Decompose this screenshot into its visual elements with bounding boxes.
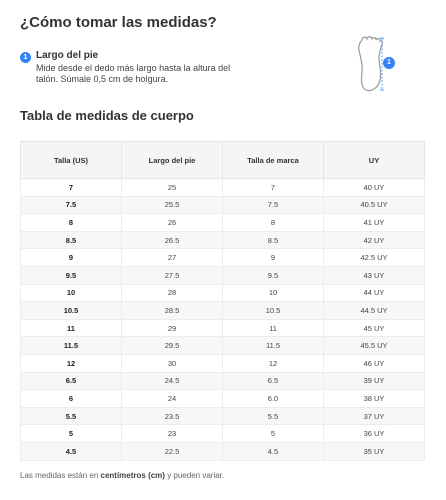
table-cell: 36 UY xyxy=(324,425,425,443)
table-cell: 40 UY xyxy=(324,179,425,197)
table-cell: 23 xyxy=(122,425,223,443)
table-cell: 42 UY xyxy=(324,231,425,249)
footnote-text-after: y pueden variar. xyxy=(164,471,225,480)
table-row xyxy=(21,266,425,284)
size-us-cell: 8.5 xyxy=(21,231,122,249)
size-us-cell: 12 xyxy=(21,354,122,372)
table-cell: 40.5 UY xyxy=(324,196,425,214)
foot-outline-icon xyxy=(348,34,404,94)
table-cell: 26.5 xyxy=(122,231,223,249)
table-cell: 29.5 xyxy=(122,337,223,355)
table-row xyxy=(21,372,425,390)
table-row xyxy=(21,284,425,302)
table-cell: 6.0 xyxy=(223,390,324,408)
table-cell: 39 UY xyxy=(324,372,425,390)
size-us-cell: 6 xyxy=(21,390,122,408)
page-title: ¿Cómo tomar las medidas? xyxy=(20,14,217,31)
table-cell: 22.5 xyxy=(122,442,223,460)
table-cell: 5 xyxy=(223,425,324,443)
table-cell: 24 xyxy=(122,390,223,408)
table-cell: 41 UY xyxy=(324,214,425,232)
table-row xyxy=(21,302,425,320)
table-cell: 43 UY xyxy=(324,266,425,284)
footnote-units: centímetros (cm) xyxy=(100,471,165,480)
illustration-step-badge: 1 xyxy=(383,57,395,69)
table-cell: 9 xyxy=(223,249,324,267)
table-row xyxy=(21,425,425,443)
size-table-title: Tabla de medidas de cuerpo xyxy=(20,108,194,123)
table-cell: 35 UY xyxy=(324,442,425,460)
footnote-text-before: Las medidas están en xyxy=(20,471,101,480)
table-cell: 45.5 UY xyxy=(324,337,425,355)
table-cell: 38 UY xyxy=(324,390,425,408)
size-table xyxy=(20,141,425,461)
table-row xyxy=(21,407,425,425)
size-us-cell: 6.5 xyxy=(21,372,122,390)
table-row xyxy=(21,354,425,372)
size-us-cell: 9.5 xyxy=(21,266,122,284)
table-cell: 37 UY xyxy=(324,407,425,425)
table-cell: 7.5 xyxy=(223,196,324,214)
table-body xyxy=(21,179,425,461)
footnote xyxy=(20,471,224,480)
table-row xyxy=(21,214,425,232)
table-cell: 29 xyxy=(122,319,223,337)
table-row xyxy=(21,337,425,355)
size-us-cell: 8 xyxy=(21,214,122,232)
table-row xyxy=(21,231,425,249)
table-row xyxy=(21,196,425,214)
table-cell: 28.5 xyxy=(122,302,223,320)
table-cell: 30 xyxy=(122,354,223,372)
size-us-cell: 10 xyxy=(21,284,122,302)
size-us-cell: 9 xyxy=(21,249,122,267)
table-cell: 11.5 xyxy=(223,337,324,355)
step-number-badge: 1 xyxy=(20,52,31,63)
column-header: UY xyxy=(324,142,425,179)
table-cell: 11 xyxy=(223,319,324,337)
table-cell: 23.5 xyxy=(122,407,223,425)
table-cell: 6.5 xyxy=(223,372,324,390)
table-row xyxy=(21,442,425,460)
table-cell: 10.5 xyxy=(223,302,324,320)
table-cell: 25 xyxy=(122,179,223,197)
column-header: Talla de marca xyxy=(223,142,324,179)
table-cell: 42.5 UY xyxy=(324,249,425,267)
table-row xyxy=(21,319,425,337)
table-cell: 26 xyxy=(122,214,223,232)
column-header: Largo del pie xyxy=(122,142,223,179)
size-us-cell: 11.5 xyxy=(21,337,122,355)
table-row xyxy=(21,249,425,267)
table-cell: 5.5 xyxy=(223,407,324,425)
table-header-row xyxy=(21,142,425,179)
table-cell: 46 UY xyxy=(324,354,425,372)
table-cell: 28 xyxy=(122,284,223,302)
table-cell: 10 xyxy=(223,284,324,302)
table-cell: 4.5 xyxy=(223,442,324,460)
table-cell: 44 UY xyxy=(324,284,425,302)
step-description: Mide desde el dedo más largo hasta la altura del talón. Súmale 0,5 cm de holgura. xyxy=(36,63,231,84)
table-cell: 27.5 xyxy=(122,266,223,284)
size-us-cell: 5.5 xyxy=(21,407,122,425)
table-cell: 7 xyxy=(223,179,324,197)
table-cell: 9.5 xyxy=(223,266,324,284)
table-cell: 8 xyxy=(223,214,324,232)
size-us-cell: 5 xyxy=(21,425,122,443)
table-row xyxy=(21,390,425,408)
size-us-cell: 11 xyxy=(21,319,122,337)
step-title: Largo del pie xyxy=(36,50,99,61)
size-us-cell: 7 xyxy=(21,179,122,197)
size-us-cell: 10.5 xyxy=(21,302,122,320)
table-cell: 8.5 xyxy=(223,231,324,249)
size-us-cell: 7.5 xyxy=(21,196,122,214)
table-cell: 24.5 xyxy=(122,372,223,390)
table-cell: 27 xyxy=(122,249,223,267)
table-cell: 12 xyxy=(223,354,324,372)
table-cell: 44.5 UY xyxy=(324,302,425,320)
table-cell: 25.5 xyxy=(122,196,223,214)
table-cell: 45 UY xyxy=(324,319,425,337)
table-row xyxy=(21,179,425,197)
size-us-cell: 4.5 xyxy=(21,442,122,460)
column-header: Talla (US) xyxy=(21,142,122,179)
